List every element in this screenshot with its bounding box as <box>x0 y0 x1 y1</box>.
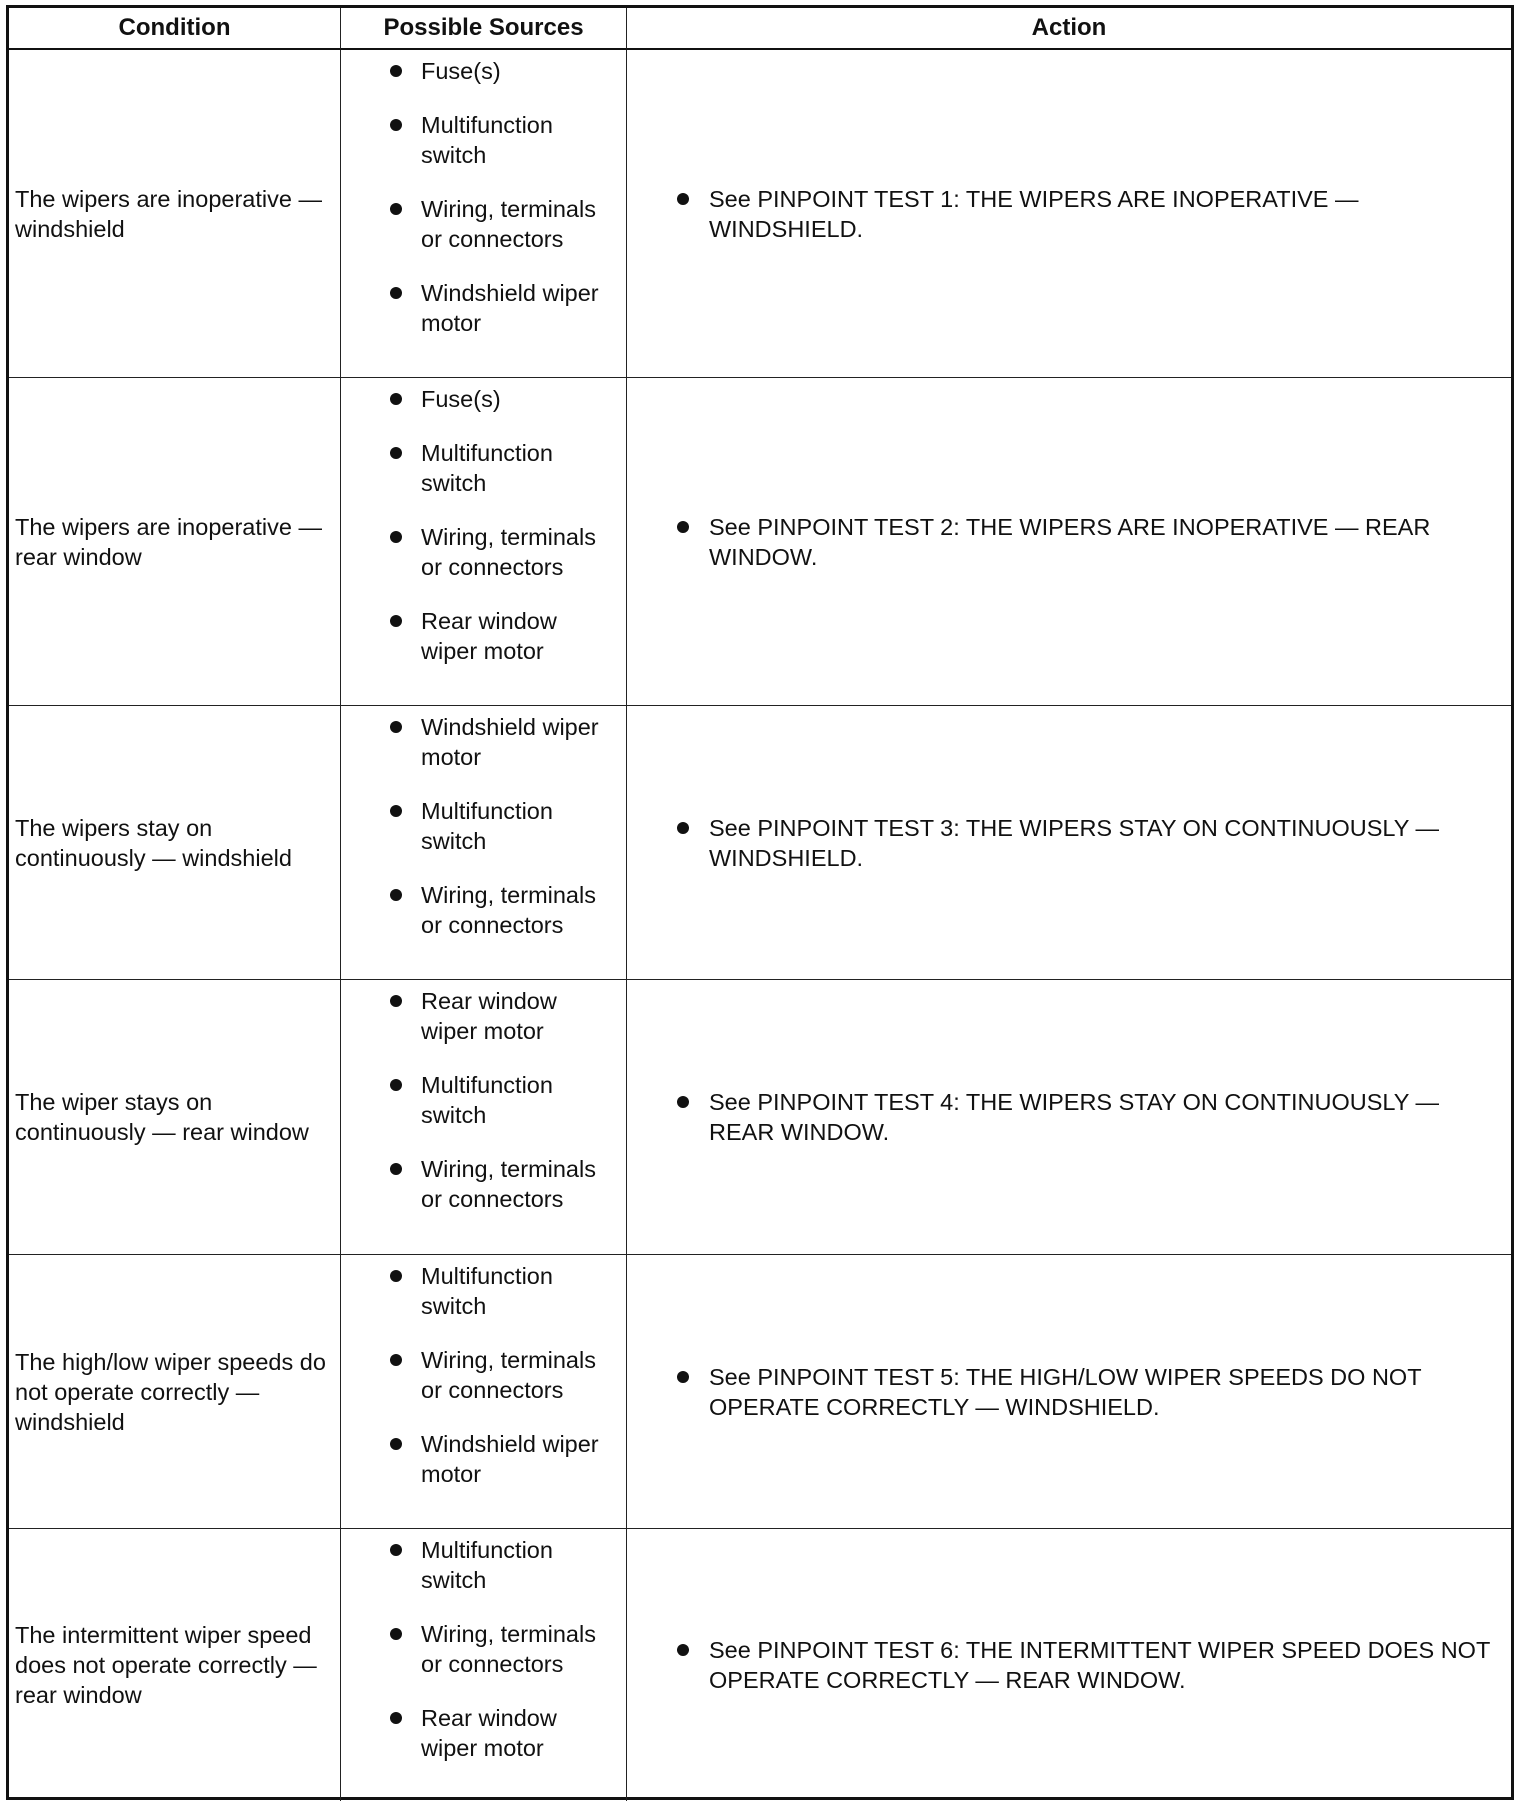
possible-sources-cell <box>341 980 627 1255</box>
source-item <box>341 438 626 498</box>
action-cell <box>627 980 1511 1255</box>
source-item <box>341 1429 626 1489</box>
sources-list <box>341 986 626 1214</box>
source-item <box>341 1070 626 1130</box>
bullet-icon <box>677 1644 689 1656</box>
source-item <box>341 194 626 254</box>
condition-cell <box>9 378 341 706</box>
header-condition: Condition <box>9 8 341 50</box>
sources-list <box>341 1535 626 1763</box>
source-text: Multifunction switch <box>421 798 553 854</box>
bullet-icon <box>390 1354 402 1366</box>
source-item <box>341 1535 626 1595</box>
source-text: Wiring, terminals or connectors <box>421 1156 596 1212</box>
action-text: See PINPOINT TEST 5: THE HIGH/LOW WIPER SPEEDS DO NOT OPERATE CORRECTLY — WINDSHIELD. <box>709 1363 1422 1420</box>
bullet-icon <box>390 119 402 131</box>
header-action: Action <box>627 8 1511 50</box>
source-text: Multifunction switch <box>421 112 553 168</box>
action-text: See PINPOINT TEST 2: THE WIPERS ARE INOPERATIVE — REAR WINDOW. <box>709 513 1431 570</box>
possible-sources-cell <box>341 1255 627 1529</box>
source-item <box>341 1619 626 1679</box>
bullet-icon <box>390 447 402 459</box>
source-text: Windshield wiper motor <box>421 1431 599 1487</box>
bullet-icon <box>390 393 402 405</box>
bullet-icon <box>677 193 689 205</box>
bullet-icon <box>677 521 689 533</box>
bullet-icon <box>390 1163 402 1175</box>
source-item <box>341 1703 626 1763</box>
bullet-icon <box>390 1438 402 1450</box>
source-item <box>341 606 626 666</box>
action-cell <box>627 50 1511 378</box>
bullet-icon <box>390 287 402 299</box>
source-text: Wiring, terminals or connectors <box>421 196 596 252</box>
source-item <box>341 278 626 338</box>
sources-list <box>341 712 626 940</box>
possible-sources-cell <box>341 378 627 706</box>
bullet-icon <box>677 1371 689 1383</box>
source-item <box>341 1261 626 1321</box>
source-text: Wiring, terminals or connectors <box>421 1621 596 1677</box>
source-text: Rear window wiper motor <box>421 988 557 1044</box>
condition-cell <box>9 1255 341 1529</box>
bullet-icon <box>390 1544 402 1556</box>
bullet-icon <box>390 1270 402 1282</box>
condition-cell <box>9 50 341 378</box>
action-cell <box>627 706 1511 980</box>
bullet-icon <box>390 995 402 1007</box>
possible-sources-cell <box>341 706 627 980</box>
source-text: Rear window wiper motor <box>421 1705 557 1761</box>
source-text: Windshield wiper motor <box>421 714 599 770</box>
source-text: Multifunction switch <box>421 1537 553 1593</box>
action-item <box>627 184 1511 244</box>
source-item <box>341 1154 626 1214</box>
action-cell <box>627 1529 1511 1801</box>
condition-cell <box>9 1529 341 1801</box>
bullet-icon <box>677 1096 689 1108</box>
source-text: Wiring, terminals or connectors <box>421 882 596 938</box>
source-text: Multifunction switch <box>421 440 553 496</box>
sources-list <box>341 56 626 338</box>
action-item <box>627 813 1511 873</box>
source-text: Fuse(s) <box>421 58 501 84</box>
sources-list <box>341 384 626 666</box>
condition-text: The wiper stays on continuously — rear window <box>15 1089 309 1145</box>
source-item <box>341 1345 626 1405</box>
condition-text: The intermittent wiper speed does not operate correctly — rear window <box>15 1622 317 1708</box>
condition-text: The wipers are inoperative — rear window <box>15 513 322 570</box>
action-item <box>627 1362 1511 1422</box>
action-text: See PINPOINT TEST 1: THE WIPERS ARE INOPERATIVE — WINDSHIELD. <box>709 185 1359 242</box>
bullet-icon <box>390 65 402 77</box>
possible-sources-cell <box>341 50 627 378</box>
source-item <box>341 110 626 170</box>
header-possible-sources: Possible Sources <box>341 8 627 50</box>
source-text: Fuse(s) <box>421 386 501 412</box>
condition-cell <box>9 706 341 980</box>
bullet-icon <box>677 822 689 834</box>
action-item <box>627 1087 1511 1147</box>
source-item <box>341 880 626 940</box>
condition-text: The wipers stay on continuously — windshield <box>15 814 292 871</box>
condition-text: The wipers are inoperative — windshield <box>15 185 322 242</box>
source-text: Windshield wiper motor <box>421 280 599 336</box>
action-item <box>627 1635 1511 1695</box>
bullet-icon <box>390 889 402 901</box>
action-text: See PINPOINT TEST 3: THE WIPERS STAY ON CONTINUOUSLY — WINDSHIELD. <box>709 814 1439 871</box>
bullet-icon <box>390 203 402 215</box>
action-text: See PINPOINT TEST 6: THE INTERMITTENT WIPER SPEED DOES NOT OPERATE CORRECTLY — REAR WINDOW. <box>709 1637 1490 1693</box>
condition-text: The high/low wiper speeds do not operate correctly — windshield <box>15 1348 326 1435</box>
action-cell <box>627 378 1511 706</box>
action-text: See PINPOINT TEST 4: THE WIPERS STAY ON CONTINUOUSLY — REAR WINDOW. <box>709 1089 1439 1145</box>
sources-list <box>341 1261 626 1489</box>
bullet-icon <box>390 721 402 733</box>
source-text: Rear window wiper motor <box>421 608 557 664</box>
source-item <box>341 712 626 772</box>
source-text: Wiring, terminals or connectors <box>421 524 596 580</box>
source-item <box>341 56 626 86</box>
bullet-icon <box>390 615 402 627</box>
condition-cell <box>9 980 341 1255</box>
bullet-icon <box>390 1712 402 1724</box>
source-text: Multifunction switch <box>421 1072 553 1128</box>
possible-sources-cell <box>341 1529 627 1801</box>
source-item <box>341 796 626 856</box>
source-text: Wiring, terminals or connectors <box>421 1347 596 1403</box>
source-item <box>341 986 626 1046</box>
bullet-icon <box>390 531 402 543</box>
bullet-icon <box>390 1628 402 1640</box>
bullet-icon <box>390 1079 402 1091</box>
diagnosis-table <box>6 5 1514 1800</box>
bullet-icon <box>390 805 402 817</box>
action-item <box>627 512 1511 572</box>
source-item <box>341 522 626 582</box>
source-text: Multifunction switch <box>421 1263 553 1319</box>
action-cell <box>627 1255 1511 1529</box>
source-item <box>341 384 626 414</box>
